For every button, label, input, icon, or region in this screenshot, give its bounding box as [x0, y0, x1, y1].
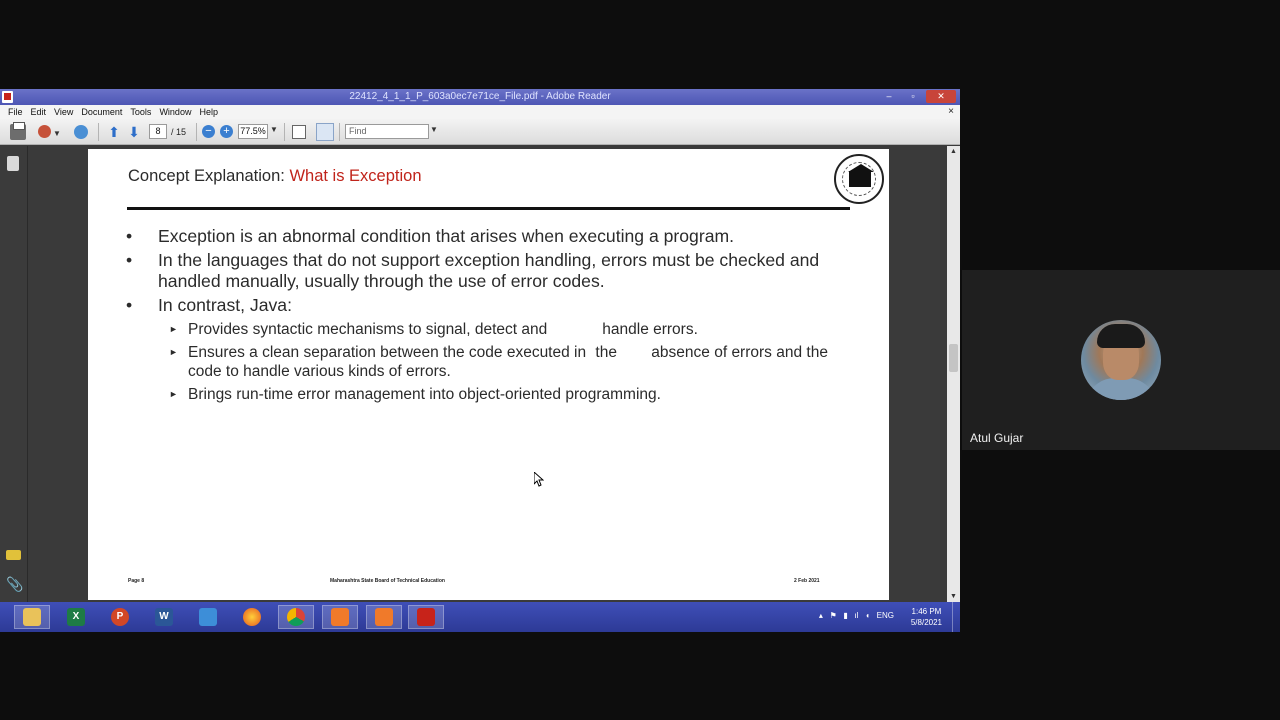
sub-bullet-item: ► Brings run-time error management into object-oriented programming. [169, 386, 661, 403]
scroll-down-icon[interactable]: ▼ [950, 593, 957, 600]
page-total: / 15 [171, 127, 187, 137]
menu-bar [0, 105, 960, 119]
navigation-panel [0, 146, 28, 602]
slide-title [128, 167, 422, 186]
footer-date: 2 Feb 2021 [794, 578, 820, 584]
previous-page-icon[interactable]: ⬆ [108, 124, 120, 140]
share-icon [38, 125, 51, 138]
firefox-icon [243, 608, 261, 626]
app-icon [199, 608, 217, 626]
window-controls [878, 90, 956, 104]
toolbar-divider [196, 123, 197, 141]
clock[interactable] [911, 606, 942, 628]
msbte-logo-icon [834, 154, 884, 204]
bullet-text: Exception is an abnormal condition that arises when executing a program. [158, 226, 735, 246]
page-number-input[interactable]: 8 [149, 124, 167, 139]
fit-width-icon[interactable] [316, 123, 334, 141]
menu-file[interactable]: File [8, 107, 23, 117]
sub-bullet-item: ► Ensures a clean separation between the code executed in the absence of errors and the code to handle various kinds of errors. [169, 344, 828, 380]
adobe-reader-icon [2, 91, 13, 103]
recorder-icon [375, 608, 393, 626]
toolbar-divider [339, 123, 340, 141]
toolbar [0, 119, 960, 145]
clock-date: 5/8/2021 [910, 618, 942, 627]
minimize-button[interactable]: – [886, 91, 892, 101]
bullet-item: • In contrast, Java: [126, 295, 292, 315]
menu-help[interactable]: Help [199, 107, 218, 117]
chevron-down-icon: ▼ [53, 129, 61, 138]
taskbar-chrome[interactable] [278, 605, 314, 629]
taskbar-recorder[interactable] [322, 605, 358, 629]
sub-bullet-text: Provides syntactic mechanisms to signal, detect and [188, 321, 548, 338]
menu-view[interactable]: View [54, 107, 74, 117]
menu-tools[interactable]: Tools [130, 107, 152, 117]
footer-page: Page 8 [128, 578, 145, 584]
find-input[interactable]: Find [345, 124, 429, 139]
powerpoint-icon: P [111, 608, 129, 626]
participant-tile[interactable] [962, 270, 1280, 450]
comments-icon[interactable] [6, 550, 21, 560]
next-page-icon[interactable]: ⬇ [128, 124, 140, 140]
taskbar-adobe-reader[interactable] [408, 605, 444, 629]
restore-button[interactable]: ▫ [911, 91, 915, 101]
avatar [1081, 320, 1161, 400]
share-button[interactable] [36, 124, 61, 140]
sub-bullet-text: Brings run-time error management into object-oriented programming. [188, 386, 661, 403]
taskbar-recorder-2[interactable] [366, 605, 402, 629]
zoom-input[interactable]: 77.5% [238, 124, 268, 139]
attachments-icon[interactable]: 📎 [6, 576, 24, 592]
scroll-thumb[interactable] [949, 344, 958, 372]
chrome-icon [287, 608, 305, 626]
print-icon[interactable] [10, 124, 26, 140]
sub-bullet-text: Ensures a clean separation between the code executed in [188, 344, 587, 361]
slide-title-highlight: What is Exception [289, 167, 422, 185]
zoom-dropdown-icon[interactable]: ▼ [270, 125, 278, 134]
show-desktop-button[interactable] [952, 602, 960, 632]
menu-edit[interactable]: Edit [30, 107, 47, 117]
window-title: 22412_4_1_1_P_603a0ec7e71ce_File.pdf - Adobe Reader [349, 91, 611, 102]
review-button[interactable] [72, 124, 92, 140]
title-divider [127, 207, 850, 210]
recorder-icon [331, 608, 349, 626]
vertical-scrollbar[interactable] [947, 146, 960, 603]
word-icon: W [155, 608, 173, 626]
window-title-bar [0, 89, 960, 105]
folder-icon [23, 608, 41, 626]
participant-name: Atul Gujar [970, 431, 1024, 445]
taskbar-word[interactable] [146, 605, 182, 629]
toolbar-divider [284, 123, 285, 141]
taskbar-firefox[interactable] [234, 605, 270, 629]
bullet-text: In the languages that do not support exception handling, errors must be checked and handled manually, usually through the use of error codes. [158, 250, 820, 291]
language-indicator[interactable]: ENG [876, 611, 894, 620]
shared-screen [0, 89, 960, 632]
bullet-item: • Exception is an abnormal condition that arises when executing a program. [126, 226, 735, 246]
toolbar-divider [98, 123, 99, 141]
taskbar-powerpoint[interactable] [102, 605, 138, 629]
slide-title-prefix: Concept Explanation: [128, 167, 290, 185]
menu-window[interactable]: Window [159, 107, 192, 117]
bullet-list [126, 226, 846, 404]
bullet-item: • In the languages that do not support exception handling, errors must be checked and handled manually, usually through the use of error codes. [126, 250, 820, 291]
sub-bullet-text: the [595, 344, 617, 361]
scroll-up-icon[interactable]: ▲ [950, 148, 957, 155]
fit-page-icon[interactable] [292, 125, 306, 139]
close-document-button[interactable]: × [948, 106, 954, 117]
taskbar-excel[interactable] [58, 605, 94, 629]
taskbar-app[interactable] [190, 605, 226, 629]
pages-panel-icon[interactable] [7, 156, 19, 171]
sub-bullet-text: absence of errors and the code to handle various kinds of errors. [188, 344, 828, 380]
sub-bullet-item: ► Provides syntactic mechanisms to signal, detect and handle errors. [169, 321, 698, 338]
excel-icon: X [67, 608, 85, 626]
zoom-out-icon[interactable]: − [202, 125, 215, 138]
find-dropdown-icon[interactable]: ▼ [430, 125, 438, 134]
review-icon [74, 125, 88, 139]
taskbar-file-explorer[interactable] [14, 605, 50, 629]
clock-time: 1:46 PM [911, 607, 942, 616]
menu-document[interactable]: Document [81, 107, 123, 117]
sub-bullet-text: handle errors. [602, 321, 698, 338]
adobe-reader-icon [417, 608, 435, 626]
bullet-text: In contrast, Java: [158, 295, 292, 315]
system-tray[interactable]: ▴ ⚑ ▮ ıl ◖ ENG [818, 611, 894, 620]
footer-board: Maharashtra State Board of Technical Education [330, 578, 445, 584]
pdf-page [88, 149, 889, 600]
close-button[interactable]: ✕ [926, 90, 956, 103]
taskbar [0, 602, 960, 632]
zoom-in-icon[interactable]: + [220, 125, 233, 138]
